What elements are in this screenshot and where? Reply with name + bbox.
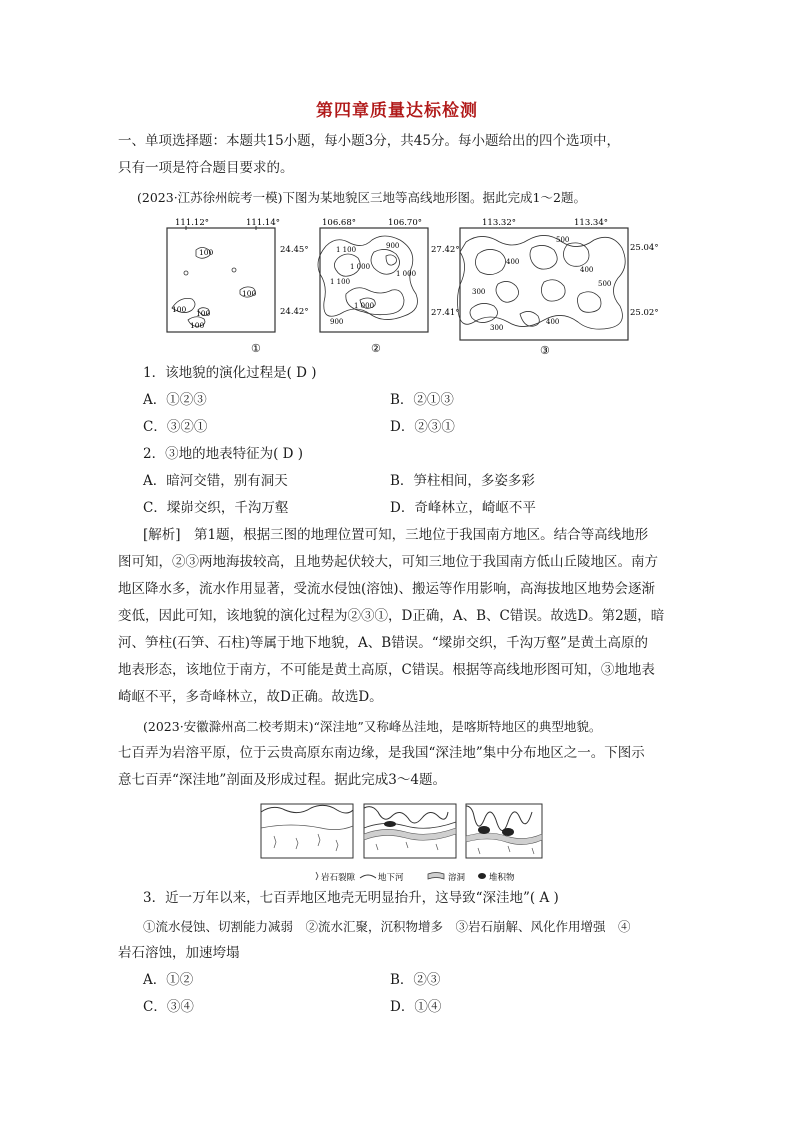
map2-contour-label: 1 000 — [354, 302, 375, 310]
map1-lon-right: 111.14° — [246, 218, 280, 228]
q3-statement-items-line2: 岩石溶蚀，加速垮塌 — [118, 945, 240, 961]
section-instructions-line1: 一、单项选择题：本题共15小题，每小题3分，共45分。每小题给出的四个选项中， — [118, 133, 620, 149]
map2-contour-label: 900 — [386, 242, 400, 250]
map1-contour-label: 100 — [172, 305, 187, 314]
map2-lat-bottom: 27.41° — [431, 308, 460, 318]
legend-deposit-label: 堆积物 — [489, 873, 515, 883]
intro-q3-4-line: 意七百弄“深洼地”剖面及形成过程。据此完成3～4题。 — [118, 772, 446, 788]
crack-legend-symbol — [316, 872, 318, 880]
legend-crack-label: 岩石裂隙 — [321, 873, 356, 883]
contour-map-2 — [318, 218, 460, 355]
map3-lon-left: 113.32° — [482, 218, 516, 228]
analysis-line: 河、笋柱(石笋、石柱)等属于地下地貌，A、B错误。“墚峁交织，千沟万壑”是黄土高原的 — [118, 635, 649, 651]
analysis-line: [解析] 第1题，根据三图的地理位置可知，三地位于我国南方地区。结合等高线地形 — [143, 527, 649, 543]
legend-river-label: 地下河 — [378, 873, 404, 883]
map1-lat-bottom: 24.42° — [280, 307, 309, 317]
map3-contour-label: 300 — [472, 288, 486, 296]
map3-contour-label: 400 — [546, 318, 560, 326]
karst-profile-figure — [256, 798, 546, 886]
q3-option-c[interactable]: C．③④ — [143, 999, 194, 1015]
q2-option-a[interactable]: A．暗河交错，别有洞天 — [143, 473, 288, 489]
map3-contour-label: 300 — [490, 324, 504, 332]
q2-option-b[interactable]: B．笋柱相间，多姿多彩 — [390, 473, 535, 489]
q1-option-a[interactable]: A．①②③ — [143, 392, 207, 408]
q2-option-c[interactable]: C．墚峁交织，千沟万壑 — [143, 500, 289, 516]
question-1-stem: 1．该地貌的演化过程是( D ) — [143, 365, 317, 381]
map2-contour-label: 1 000 — [396, 270, 417, 278]
map3-lat-bottom: 25.02° — [630, 308, 659, 318]
question-3-stem: 3．近一万年以来，七百弄地区地壳无明显抬升，这导致“深洼地”( A ) — [143, 890, 559, 906]
analysis-line: 崎岖不平，多奇峰林立，故D正确。故选D。 — [118, 689, 383, 705]
profile-panel-3 — [466, 804, 542, 858]
map1-contour-label: 100 — [190, 321, 205, 330]
contour-map-1 — [167, 218, 309, 355]
deposit-legend-symbol — [478, 873, 486, 879]
q1-option-b[interactable]: B．②①③ — [390, 392, 454, 408]
q2-option-d[interactable]: D．奇峰林立，崎岖不平 — [390, 500, 536, 516]
profile-legend — [316, 872, 515, 883]
intro-q1-2: (2023·江苏徐州皖考一模)下图为某地貌区三地等高线地形图。据此完成1～2题。 — [137, 190, 586, 205]
map2-lon-right: 106.70° — [388, 218, 422, 228]
map2-caption: ② — [371, 342, 381, 355]
page-title: 第四章质量达标检测 — [316, 101, 478, 121]
map2-lon-left: 106.68° — [322, 218, 356, 228]
map2-contour-label: 1 000 — [350, 263, 371, 271]
map1-lon-left: 111.12° — [175, 218, 209, 228]
map1-lat-top: 24.45° — [280, 245, 309, 255]
map3-caption: ③ — [540, 344, 550, 357]
legend-cave-label: 溶洞 — [448, 873, 466, 883]
map2-contour-label: 1 100 — [336, 246, 357, 254]
map2-lat-top: 27.42° — [431, 245, 460, 255]
section-instructions-line2: 只有一项是符合题目要求的。 — [118, 160, 294, 176]
map1-contour-label: 100 — [242, 289, 257, 298]
q3-option-b[interactable]: B．②③ — [390, 972, 441, 988]
map3-contour-label: 400 — [580, 266, 594, 274]
map3-contour-label: 400 — [506, 258, 520, 266]
map1-caption: ① — [251, 342, 261, 355]
intro-q3-4-line: (2023·安徽滁州高二校考期末)“深洼地”又称峰丛洼地，是喀斯特地区的典型地貌。 — [143, 719, 602, 734]
map1-contour-label: 100 — [196, 309, 211, 318]
map3-lon-right: 113.34° — [574, 218, 608, 228]
profile-panel-1 — [261, 804, 353, 858]
question-2-stem: 2．③地的地表特征为( D ) — [143, 446, 304, 462]
map3-contour-label: 500 — [556, 236, 570, 244]
analysis-line: 图可知，②③两地海拔较高，且地势起伏较大，可知三地位于我国南方低山丘陵地区。南方 — [118, 554, 658, 570]
map2-contour-label: 900 — [330, 318, 344, 326]
map1-contour-label: 100 — [199, 248, 214, 257]
contour-maps-figure — [160, 212, 659, 360]
profile-panel-2 — [364, 804, 456, 858]
analysis-line: 变低，因此可知，该地貌的演化过程为②③①，D正确，A、B、C错误。故选D。第2题，暗 — [118, 608, 665, 624]
intro-q3-4-line: 七百弄为岩溶平原，位于云贵高原东南边缘，是我国“深洼地”集中分布地区之一。下图示 — [118, 745, 645, 761]
analysis-line: 地区降水多，流水作用显著，受流水侵蚀(溶蚀)、搬运等作用影响，高海拔地区地势会逐渐 — [118, 581, 656, 597]
contour-map-3 — [458, 218, 659, 357]
q3-option-a[interactable]: A．①② — [143, 972, 194, 988]
q1-option-d[interactable]: D．②③① — [390, 419, 455, 435]
map3-contour-label: 500 — [598, 280, 612, 288]
map2-contour-label: 1 100 — [330, 278, 351, 286]
analysis-line: 地表形态，该地位于南方，不可能是黄土高原，C错误。根据等高线地形图可知，③地地表 — [118, 662, 655, 678]
river-legend-symbol — [360, 875, 376, 878]
q3-statement-items-line1: ①流水侵蚀、切割能力减弱 ②流水汇聚，沉积物增多 ③岩石崩解、风化作用增强 ④ — [143, 919, 631, 934]
q1-option-c[interactable]: C．③②① — [143, 419, 208, 435]
map3-lat-top: 25.04° — [630, 243, 659, 253]
cave-legend-symbol — [428, 873, 444, 880]
q3-option-d[interactable]: D．①④ — [390, 999, 442, 1015]
